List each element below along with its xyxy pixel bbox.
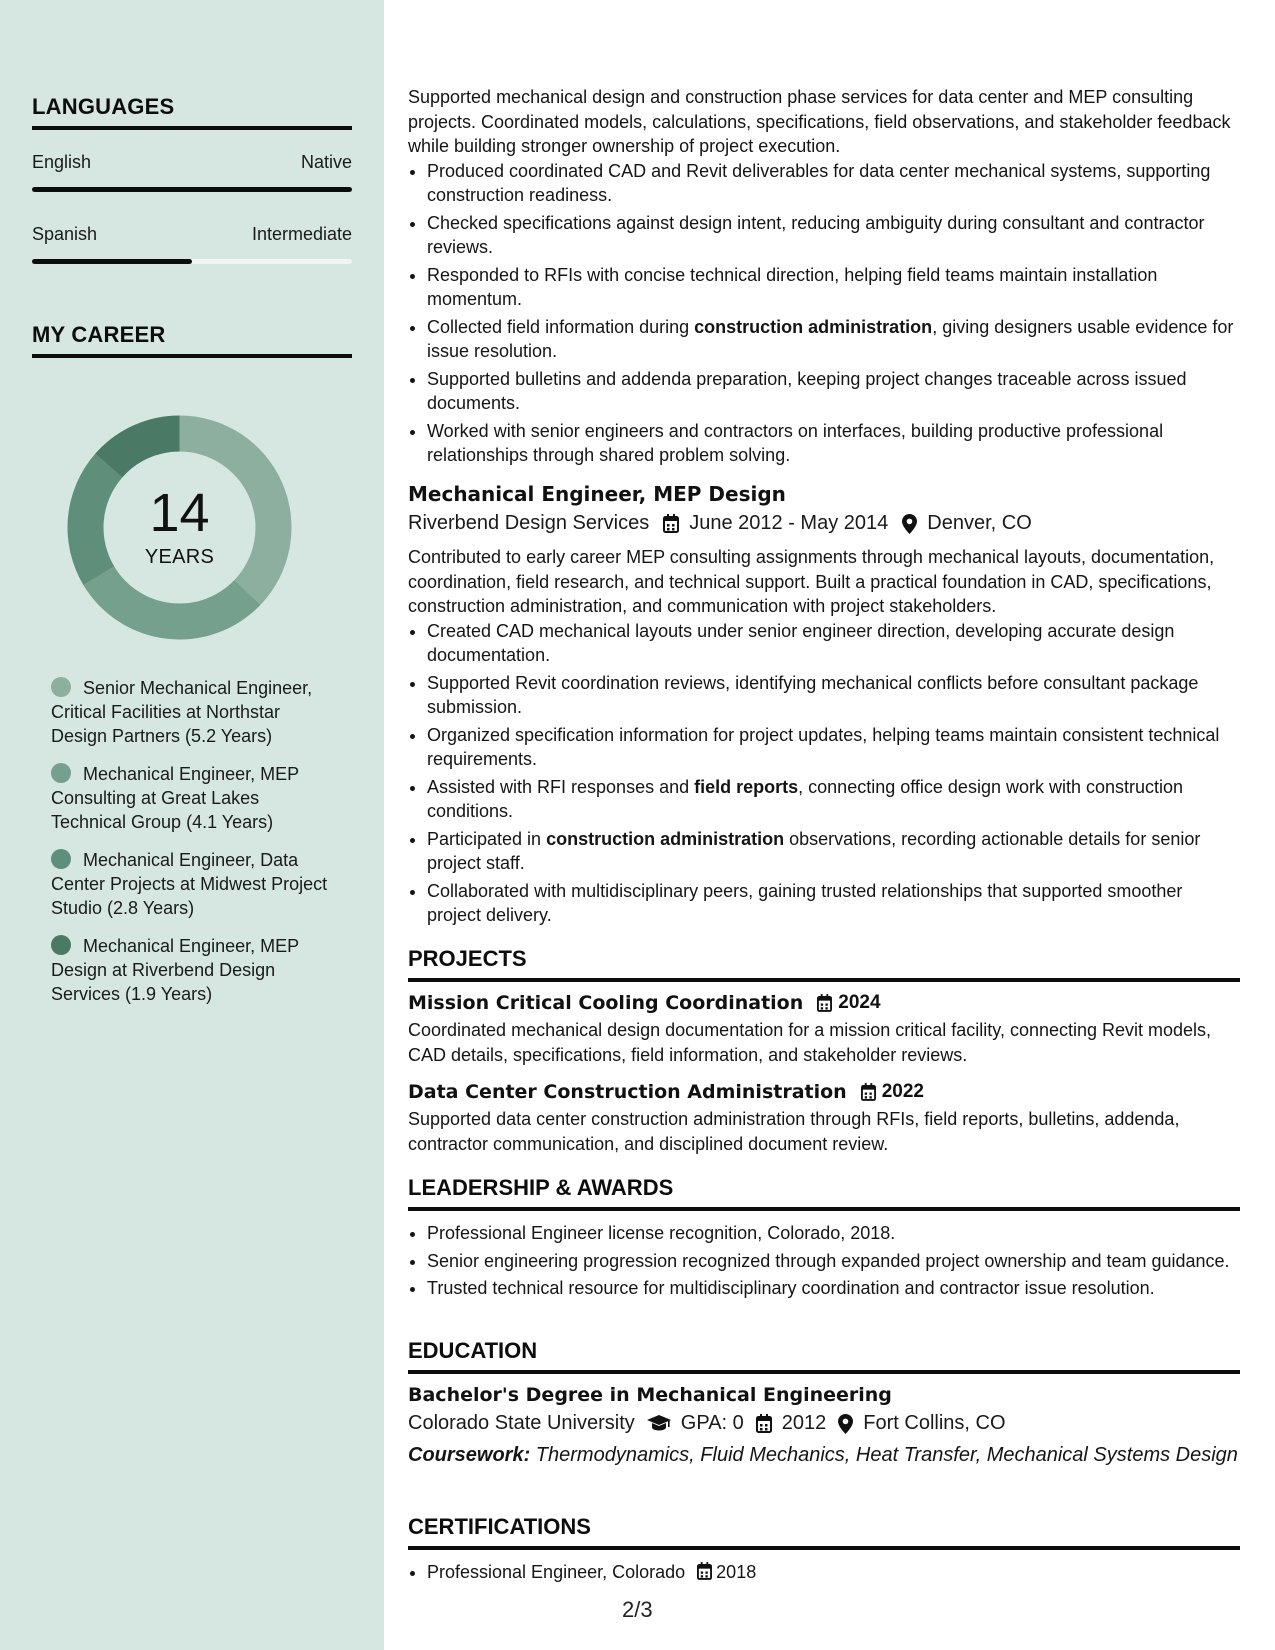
language-proficiency-bar xyxy=(32,187,352,192)
legend-color-dot xyxy=(51,677,71,697)
career-heading: MY CAREER xyxy=(32,322,352,358)
career-legend-item xyxy=(51,676,331,748)
calendar-icon xyxy=(817,994,832,1012)
award-item: • Senior engineering progression recognized through expanded project ownership and team guidance. xyxy=(427,1249,1240,1274)
project-item xyxy=(408,1081,1240,1156)
career-role-label: Mechanical Engineer, MEP Consulting at Great Lakes Technical Group (4.1 Years) xyxy=(51,764,299,832)
certifications-heading: CERTIFICATIONS xyxy=(408,1514,1240,1550)
bullet-text: Checked specifications against design intent, reducing ambiguity during consultant and contractor reviews. xyxy=(427,212,1205,257)
bullet-item xyxy=(427,419,1240,468)
bullet-item xyxy=(427,211,1240,260)
bullet-item xyxy=(427,619,1240,668)
bullet-text: Supported Revit coordination reviews, identifying mechanical conflicts before consultant package submission. xyxy=(427,672,1199,717)
previous-job-block xyxy=(408,85,1240,471)
total-years-unit: YEARS xyxy=(144,546,215,568)
certification-name: Professional Engineer, Colorado xyxy=(427,1562,686,1582)
map-pin-icon xyxy=(902,514,917,534)
coursework xyxy=(408,1443,1240,1467)
bullet-text: Responded to RFIs with concise technical direction, helping field teams maintain installation momentum. xyxy=(427,264,1158,309)
awards-list xyxy=(408,1221,1240,1301)
donut-center xyxy=(67,415,292,640)
bullet-item xyxy=(427,827,1240,876)
map-pin-icon xyxy=(838,1414,853,1434)
job-intro: Contributed to early career MEP consulting assignments through mechanical layouts, documentation, coordination, field research, and technical support. Built a practical foundation in CAD, specifications, construction administration, and communication with project stakeholders. xyxy=(408,547,1215,616)
bullet-item xyxy=(427,159,1240,208)
bullet-text: Participated in xyxy=(427,828,547,849)
graduation-year: 2012 xyxy=(781,1412,827,1434)
page-number: 2/3 xyxy=(622,1597,653,1622)
coursework-list: Thermodynamics, Fluid Mechanics, Heat Transfer, Mechanical Systems Design xyxy=(530,1444,1238,1466)
job-dates: June 2012 - May 2014 xyxy=(689,512,889,534)
projects-list xyxy=(408,992,1240,1156)
calendar-icon xyxy=(861,1083,876,1101)
total-years-value: 14 xyxy=(149,483,210,543)
bullet-item xyxy=(427,315,1240,364)
career-role-label: Mechanical Engineer, MEP Design at Riverbend Design Services (1.9 Years) xyxy=(51,936,299,1004)
career-donut-chart xyxy=(67,415,292,640)
education-meta xyxy=(408,1412,1240,1435)
career-legend-item xyxy=(51,848,331,920)
awards-heading: LEADERSHIP & AWARDS xyxy=(408,1175,1240,1211)
bullet-text-tail: , connecting office design work with construction conditions. xyxy=(427,776,1184,821)
gpa: GPA: 0 xyxy=(680,1412,744,1434)
career-legend xyxy=(51,676,331,1020)
previous-job-bullets xyxy=(408,159,1240,468)
calendar-icon xyxy=(663,514,679,533)
language-proficiency-fill xyxy=(32,259,192,264)
projects-heading: PROJECTS xyxy=(408,946,1240,982)
language-level: Native xyxy=(300,152,352,172)
bullet-item xyxy=(427,671,1240,720)
graduation-cap-icon xyxy=(647,1415,671,1432)
bullet-text: Worked with senior engineers and contractors on interfaces, building productive professional relationships through shared problem solving. xyxy=(427,420,1164,465)
school-name: Colorado State University xyxy=(408,1412,635,1434)
project-title: Data Center Construction Administration xyxy=(408,1081,847,1103)
languages-heading: LANGUAGES xyxy=(32,94,352,130)
project-year: 2022 xyxy=(881,1081,924,1102)
certifications-section xyxy=(408,1514,1240,1590)
legend-color-dot xyxy=(51,763,71,783)
bullet-text-tail: observations, recording actionable details for senior project staff. xyxy=(427,828,1201,873)
job-company: Riverbend Design Services xyxy=(408,512,650,534)
career-section xyxy=(32,322,352,358)
bullet-text: Organized specification information for project updates, helping teams maintain consistent technical requirements. xyxy=(427,724,1220,769)
bullet-item xyxy=(427,879,1240,928)
bullet-text: Collaborated with multidisciplinary peers, gaining trusted relationships that supported smoother project delivery. xyxy=(427,880,1183,925)
projects-section xyxy=(408,946,1240,1156)
language-row xyxy=(32,152,352,173)
bullet-text-tail: , giving designers usable evidence for issue resolution. xyxy=(427,316,1234,361)
job-meta xyxy=(408,512,1240,535)
bullet-item xyxy=(427,775,1240,824)
project-title-row xyxy=(408,1081,1240,1103)
bullet-text: Supported bulletins and addenda preparation, keeping project changes traceable across issued documents. xyxy=(427,368,1187,413)
certification-item xyxy=(427,1560,1240,1587)
language-proficiency-bar xyxy=(32,259,352,264)
career-legend-item xyxy=(51,762,331,834)
project-description: Supported data center construction administration through RFIs, field reports, bulletins, addenda, contractor communication, and disciplined document review. xyxy=(408,1109,1180,1154)
project-title-row xyxy=(408,992,1240,1014)
languages-section xyxy=(32,94,352,264)
bullet-emphasis: field reports xyxy=(694,776,799,797)
award-item: • Professional Engineer license recognition, Colorado, 2018. xyxy=(427,1221,1240,1246)
bullet-emphasis: construction administration xyxy=(694,316,933,337)
project-year: 2024 xyxy=(838,992,881,1013)
school-location: Fort Collins, CO xyxy=(863,1412,1006,1434)
previous-job-intro: Supported mechanical design and construction phase services for data center and MEP consulting projects. Coordinated models, calculations, specifications, field observations, and stakeholder feedback while building stronger ownership of project execution. xyxy=(408,87,1231,156)
bullet-item xyxy=(427,367,1240,416)
language-row xyxy=(32,224,352,245)
job-location: Denver, CO xyxy=(927,512,1032,534)
career-legend-item xyxy=(51,934,331,1006)
certification-year: 2018 xyxy=(716,1562,757,1582)
bullet-item xyxy=(427,723,1240,772)
job-bullets xyxy=(408,619,1240,928)
certifications-list xyxy=(408,1560,1240,1587)
language-proficiency-fill xyxy=(32,187,352,192)
career-role-label: Senior Mechanical Engineer, Critical Facilities at Northstar Design Partners (5.2 Years) xyxy=(51,678,313,746)
project-description: Coordinated mechanical design documentation for a mission critical facility, connecting Revit models, CAD details, specifications, field information, and stakeholder reviews. xyxy=(408,1020,1212,1065)
legend-color-dot xyxy=(51,935,71,955)
career-role-label: Mechanical Engineer, Data Center Projects at Midwest Project Studio (2.8 Years) xyxy=(51,850,328,918)
bullet-text: Assisted with RFI responses and xyxy=(427,776,695,797)
sidebar xyxy=(0,0,384,1650)
languages-list xyxy=(32,152,352,264)
bullet-item xyxy=(427,263,1240,312)
bullet-text: Produced coordinated CAD and Revit deliverables for data center mechanical systems, supporting construction readiness. xyxy=(427,160,1211,205)
project-item xyxy=(408,992,1240,1067)
job-entry xyxy=(408,482,1240,931)
calendar-icon xyxy=(697,1562,712,1587)
job-title: Mechanical Engineer, MEP Design xyxy=(408,482,786,506)
bullet-text: Collected field information during xyxy=(427,316,695,337)
language-level: Intermediate xyxy=(251,224,352,244)
language-name: English xyxy=(32,152,92,172)
coursework-label: Coursework: xyxy=(408,1444,531,1466)
language-name: Spanish xyxy=(32,224,98,244)
degree-title: Bachelor's Degree in Mechanical Engineering xyxy=(408,1384,892,1406)
education-heading: EDUCATION xyxy=(408,1338,1240,1374)
bullet-emphasis: construction administration xyxy=(546,828,785,849)
bullet-text: Created CAD mechanical layouts under senior engineer direction, developing accurate design documentation. xyxy=(427,620,1175,665)
project-title: Mission Critical Cooling Coordination xyxy=(408,992,804,1014)
legend-color-dot xyxy=(51,849,71,869)
education-section xyxy=(408,1338,1240,1467)
calendar-icon xyxy=(756,1414,772,1433)
awards-section xyxy=(408,1175,1240,1304)
award-item: • Trusted technical resource for multidisciplinary coordination and contractor issue resolution. xyxy=(427,1276,1240,1301)
